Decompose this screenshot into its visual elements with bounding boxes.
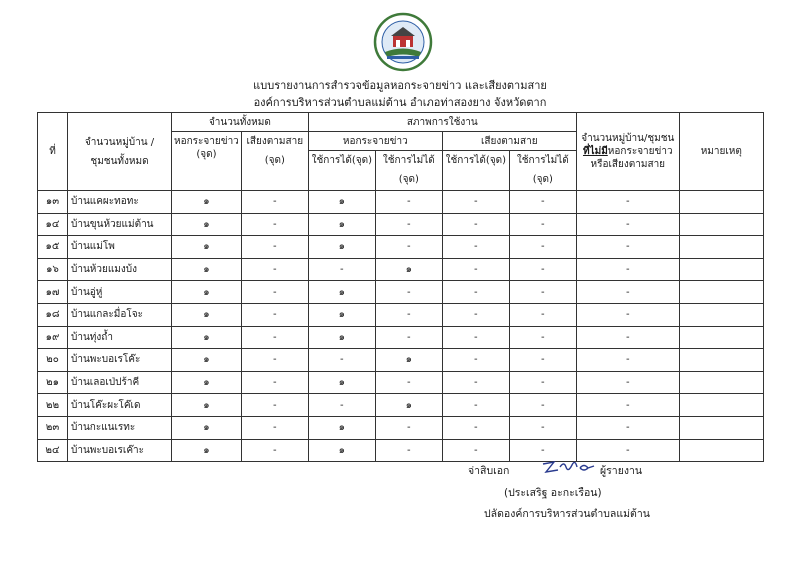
row-remark — [679, 303, 763, 326]
row-speaker: - — [241, 258, 308, 281]
col-speaker-usable-header: ใช้การได้(จุด) — [442, 151, 509, 191]
row-speaker-ok: - — [442, 416, 509, 439]
row-remark — [679, 394, 763, 417]
row-tower: ๑ — [172, 326, 242, 349]
table-body — [38, 191, 764, 462]
row-no: ๒๓ — [38, 416, 68, 439]
col-village-line1: จำนวนหมู่บ้าน / — [84, 136, 155, 148]
table-row — [38, 303, 764, 326]
col-total-tower-header — [172, 132, 242, 191]
row-no: ๒๑ — [38, 371, 68, 394]
row-tower-ok: - — [308, 258, 375, 281]
row-no: ๒๔ — [38, 439, 68, 462]
row-tower: ๑ — [172, 303, 242, 326]
row-tower-ok: ๑ — [308, 326, 375, 349]
row-village-name: บ้านห้วยแมงบ้ง — [68, 258, 172, 281]
col-village-header — [68, 113, 172, 191]
row-speaker-bad: - — [509, 258, 576, 281]
col-total-tower-line1: หอกระจายข่าว — [174, 136, 239, 147]
col-without-header — [576, 113, 679, 191]
table-row — [38, 191, 764, 214]
row-village-name: บ้านโค๊ะผะโค๊เด — [68, 394, 172, 417]
row-village-name: บ้านอู่หู่ — [68, 281, 172, 304]
col-village-line2: ชุมชนทั้งหมด — [90, 155, 149, 167]
row-remark — [679, 236, 763, 259]
row-speaker: - — [241, 303, 308, 326]
row-without: - — [576, 213, 679, 236]
row-tower-bad: - — [375, 416, 442, 439]
row-village-name: บ้านขุนห้วยแม่ต้าน — [68, 213, 172, 236]
row-tower-bad: - — [375, 303, 442, 326]
row-tower-ok: ๑ — [308, 303, 375, 326]
row-no: ๑๘ — [38, 303, 68, 326]
row-speaker-ok: - — [442, 439, 509, 462]
row-remark — [679, 416, 763, 439]
row-without: - — [576, 349, 679, 372]
row-speaker-ok: - — [442, 191, 509, 214]
col-remarks-header: หมายเหตุ — [679, 113, 763, 191]
row-no: ๑๓ — [38, 191, 68, 214]
row-speaker-ok: - — [442, 213, 509, 236]
col-without-line1: จำนวนหมู่บ้าน/ชุมชน — [581, 133, 675, 144]
row-without: - — [576, 303, 679, 326]
row-no: ๑๗ — [38, 281, 68, 304]
row-speaker-ok: - — [442, 371, 509, 394]
row-village-name: บ้านกะแนเรทะ — [68, 416, 172, 439]
signature-role: ผู้รายงาน — [600, 465, 643, 477]
row-tower: ๑ — [172, 439, 242, 462]
row-remark — [679, 258, 763, 281]
row-remark — [679, 213, 763, 236]
col-speaker-unusable-line2: (จุด) — [532, 174, 553, 185]
handwritten-signature — [540, 456, 596, 478]
row-speaker: - — [241, 394, 308, 417]
row-tower-ok: ๑ — [308, 416, 375, 439]
row-tower-bad: ๑ — [375, 349, 442, 372]
row-tower-ok: ๑ — [308, 439, 375, 462]
table-row — [38, 326, 764, 349]
row-speaker: - — [241, 371, 308, 394]
row-speaker-ok: - — [442, 326, 509, 349]
row-no: ๒๒ — [38, 394, 68, 417]
row-no: ๑๔ — [38, 213, 68, 236]
row-tower-ok: - — [308, 349, 375, 372]
col-total-tower-line2: (จุด) — [196, 149, 217, 160]
row-remark — [679, 191, 763, 214]
row-village-name: บ้านพะบอเรโค๊ะ — [68, 349, 172, 372]
row-no: ๑๖ — [38, 258, 68, 281]
col-no-header: ที่ — [38, 113, 68, 191]
row-remark — [679, 326, 763, 349]
row-speaker-bad: - — [509, 394, 576, 417]
row-speaker-ok: - — [442, 281, 509, 304]
col-total-speaker-header — [241, 132, 308, 191]
row-without: - — [576, 416, 679, 439]
row-no: ๒๐ — [38, 349, 68, 372]
row-tower-bad: - — [375, 326, 442, 349]
table-row — [38, 236, 764, 259]
row-village-name: บ้านเลอเป่ปร้าคี — [68, 371, 172, 394]
row-tower-bad: ๑ — [375, 258, 442, 281]
col-tower-unusable-header — [375, 151, 442, 191]
row-tower-ok: ๑ — [308, 213, 375, 236]
row-without: - — [576, 439, 679, 462]
row-tower-ok: ๑ — [308, 236, 375, 259]
row-without: - — [576, 326, 679, 349]
row-tower-bad: - — [375, 439, 442, 462]
row-without: - — [576, 371, 679, 394]
col-total-speaker-line1: เสียงตามสาย — [246, 136, 304, 147]
col-usage-group: สภาพการใช้งาน — [308, 113, 576, 132]
row-speaker-ok: - — [442, 303, 509, 326]
row-tower-bad: - — [375, 213, 442, 236]
row-village-name: บ้านแคผะทอทะ — [68, 191, 172, 214]
row-speaker: - — [241, 416, 308, 439]
table-row — [38, 213, 764, 236]
row-village-name: บ้านแม่โพ — [68, 236, 172, 259]
row-speaker-bad: - — [509, 326, 576, 349]
survey-table — [37, 112, 764, 462]
row-tower-bad: - — [375, 281, 442, 304]
col-total-speaker-line2: (จุด) — [264, 155, 285, 166]
signature-rank: จ่าสิบเอก — [468, 465, 510, 477]
row-speaker-ok: - — [442, 349, 509, 372]
table-row — [38, 371, 764, 394]
row-tower: ๑ — [172, 394, 242, 417]
row-no: ๑๕ — [38, 236, 68, 259]
col-without-line2: หอกระจายข่าว — [607, 146, 673, 157]
col-without-emphasis: ที่ไม่มี — [582, 146, 608, 157]
table-row — [38, 416, 764, 439]
signature-name: (ประเสริฐ อะกะเรือน) — [504, 487, 602, 499]
row-without: - — [576, 191, 679, 214]
row-speaker: - — [241, 281, 308, 304]
row-speaker: - — [241, 236, 308, 259]
row-speaker-bad: - — [509, 371, 576, 394]
report-title: แบบรายงานการสำรวจข้อมูลหอกระจายข่าว และเสียงตามสาย — [253, 79, 547, 92]
row-speaker-bad: - — [509, 213, 576, 236]
row-speaker-bad: - — [509, 281, 576, 304]
row-speaker-bad: - — [509, 191, 576, 214]
row-speaker-bad: - — [509, 303, 576, 326]
row-tower-ok: ๑ — [308, 371, 375, 394]
row-tower: ๑ — [172, 236, 242, 259]
row-remark — [679, 281, 763, 304]
row-without: - — [576, 258, 679, 281]
col-usage-speaker-header: เสียงตามสาย — [442, 132, 576, 151]
col-without-line3: หรือเสียงตามสาย — [590, 159, 666, 170]
row-village-name: บ้านพะบอเรเค๊าะ — [68, 439, 172, 462]
row-speaker: - — [241, 191, 308, 214]
row-tower-ok: ๑ — [308, 191, 375, 214]
row-tower: ๑ — [172, 349, 242, 372]
row-remark — [679, 439, 763, 462]
row-tower: ๑ — [172, 281, 242, 304]
row-speaker: - — [241, 326, 308, 349]
col-tower-unusable-line1: ใช้การไม่ได้ — [382, 155, 435, 166]
row-remark — [679, 371, 763, 394]
table-row — [38, 258, 764, 281]
row-speaker-ok: - — [442, 236, 509, 259]
row-no: ๑๙ — [38, 326, 68, 349]
row-tower: ๑ — [172, 258, 242, 281]
row-without: - — [576, 236, 679, 259]
organization-seal-logo — [373, 12, 433, 72]
row-speaker-ok: - — [442, 258, 509, 281]
row-speaker-bad: - — [509, 439, 576, 462]
row-village-name: บ้านแกละมื่อโจะ — [68, 303, 172, 326]
row-speaker: - — [241, 439, 308, 462]
row-without: - — [576, 394, 679, 417]
row-speaker: - — [241, 213, 308, 236]
table-row — [38, 281, 764, 304]
row-tower: ๑ — [172, 213, 242, 236]
col-tower-usable-header: ใช้การได้(จุด) — [308, 151, 375, 191]
row-tower-bad: - — [375, 371, 442, 394]
row-village-name: บ้านทุ่งถ้ำ — [68, 326, 172, 349]
row-tower: ๑ — [172, 191, 242, 214]
row-tower-bad: ๑ — [375, 394, 442, 417]
col-usage-tower-header: หอกระจายข่าว — [308, 132, 442, 151]
row-tower-ok: ๑ — [308, 281, 375, 304]
row-tower: ๑ — [172, 371, 242, 394]
table-row — [38, 394, 764, 417]
row-speaker-bad: - — [509, 236, 576, 259]
row-tower-bad: - — [375, 236, 442, 259]
table-row — [38, 439, 764, 462]
row-speaker: - — [241, 349, 308, 372]
table-row — [38, 349, 764, 372]
col-tower-unusable-line2: (จุด) — [398, 174, 419, 185]
col-speaker-unusable-line1: ใช้การไม่ได้ — [516, 155, 569, 166]
row-tower-bad: - — [375, 191, 442, 214]
row-speaker-bad: - — [509, 349, 576, 372]
col-speaker-unusable-header — [509, 151, 576, 191]
row-without: - — [576, 281, 679, 304]
row-speaker-bad: - — [509, 416, 576, 439]
row-tower-ok: - — [308, 394, 375, 417]
organization-line: องค์การบริหารส่วนตำบลแม่ต้าน อำเภอท่าสองยาง จังหวัดตาก — [253, 96, 547, 109]
row-tower: ๑ — [172, 416, 242, 439]
signature-position: ปลัดองค์การบริหารส่วนตำบลแม่ต้าน — [484, 508, 650, 520]
col-total-group: จำนวนทั้งหมด — [172, 113, 309, 132]
row-remark — [679, 349, 763, 372]
row-speaker-ok: - — [442, 394, 509, 417]
